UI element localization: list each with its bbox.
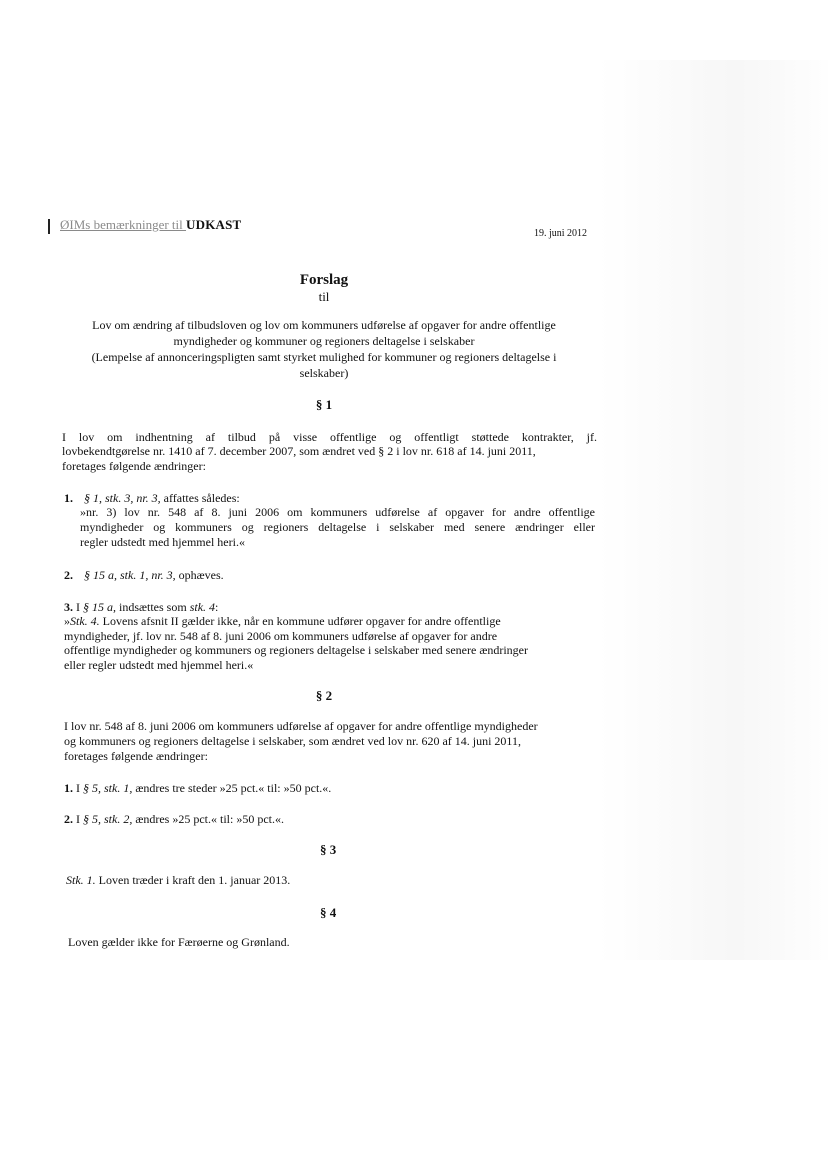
s3-text: Stk. 1. Loven træder i kraft den 1. januar 2013. xyxy=(66,873,291,887)
s2-item-1: 1. I § 5, stk. 1, ændres tre steder »25 pct.« til: »50 pct.«. xyxy=(64,781,332,795)
item-text: ophæves. xyxy=(175,568,224,582)
s1-item-3-line: »Stk. 4. Lovens afsnit II gælder ikke, når en kommune udfører opgaver for andre offentlige xyxy=(64,614,501,628)
scan-shading xyxy=(598,60,828,960)
section-heading-2: § 2 xyxy=(315,688,333,703)
stk-label: Stk. 1. xyxy=(66,873,96,887)
item-reference: § 5, stk. 2, xyxy=(83,812,133,826)
item-number: 3. xyxy=(64,600,73,614)
s1-item-2 xyxy=(64,568,224,583)
struck-comment-text: ØIMs bemærkninger til xyxy=(60,217,187,232)
item-number: 1. xyxy=(64,491,73,505)
s1-item-3-line: eller regler udstedt med hjemmel heri.« xyxy=(64,658,254,672)
section-heading-1: § 1 xyxy=(315,397,333,412)
document-header-label xyxy=(60,217,241,233)
section-heading-4: § 4 xyxy=(320,905,337,920)
s1-intro-line: lovbekendtgørelse nr. 1410 af 7. december 2007, som ændret ved § 2 i lov nr. 618 af 14. juni 2011, xyxy=(62,444,536,458)
item-reference: § 15 a, stk. 1, nr. 3, xyxy=(84,568,176,582)
law-title-line: Lov om ændring af tilbudsloven og lov om kommuners udførelse af opgaver for andre offentlige xyxy=(92,318,556,332)
s1-intro-line: I lov om indhentning af tilbud på visse offentlige og offentligt støttede kontrakter, jf. xyxy=(62,430,597,444)
s1-item-1-line: regler udstedt med hjemmel heri.« xyxy=(80,535,245,549)
s2-intro-line: og kommuners og regioners deltagelse i selskaber, som ændret ved lov nr. 620 af 14. juni 2011, xyxy=(64,734,521,748)
s4-text: Loven gælder ikke for Færøerne og Grønland. xyxy=(68,935,290,949)
draft-label: UDKAST xyxy=(186,217,242,232)
law-title-line: myndigheder og kommuner og regioners deltagelse i selskaber xyxy=(173,334,475,348)
s1-item-3: 3. I § 15 a, indsættes som stk. 4: xyxy=(64,600,219,614)
s1-item-1-line: myndigheder og kommuners og regioners deltagelse i selskaber med senere ændringer eller xyxy=(80,520,595,534)
page-title: Forslag xyxy=(299,272,349,288)
item-reference: § 15 a, xyxy=(83,600,116,614)
s1-intro-line: foretages følgende ændringer: xyxy=(62,459,206,473)
item-reference: stk. 4 xyxy=(189,600,216,614)
item-number: 1. xyxy=(64,781,73,795)
item-text: affattes således: xyxy=(160,491,240,505)
s2-item-2: 2. I § 5, stk. 2, ændres »25 pct.« til: »50 pct.«. xyxy=(64,812,284,826)
item-reference: § 5, stk. 1, xyxy=(83,781,133,795)
law-title-line: selskaber) xyxy=(299,366,349,380)
document-date: 19. juni 2012 xyxy=(534,228,588,239)
title-til: til xyxy=(318,289,330,304)
item-number: 2. xyxy=(64,812,73,826)
s1-item-3-line: offentlige myndigheder og kommuners og regioners deltagelse i selskaber med senere ændringer xyxy=(64,643,528,657)
s1-item-1 xyxy=(64,491,240,506)
item-number: 2. xyxy=(64,568,73,582)
s1-item-1-line: »nr. 3) lov nr. 548 af 8. juni 2006 om kommuners udførelse af opgaver for andre offentlige xyxy=(80,505,595,519)
item-text: ændres »25 pct.« til: »50 pct.«. xyxy=(132,812,284,826)
item-text: ændres tre steder »25 pct.« til: »50 pct.«. xyxy=(132,781,332,795)
section-heading-3: § 3 xyxy=(320,842,337,857)
stk-label: Stk. 4. xyxy=(70,614,100,628)
s2-intro-line: foretages følgende ændringer: xyxy=(64,749,208,763)
s2-intro-line: I lov nr. 548 af 8. juni 2006 om kommuners udførelse af opgaver for andre offentlige myndigheder xyxy=(64,719,538,733)
change-bar xyxy=(48,219,50,234)
law-title-line: (Lempelse af annonceringspligten samt styrket mulighed for kommuner og regioners deltagelse i xyxy=(91,350,557,364)
s1-item-3-line: myndigheder, jf. lov nr. 548 af 8. juni 2006 om kommuners udførelse af opgaver for andre xyxy=(64,629,498,643)
item-reference: § 1, stk. 3, nr. 3, xyxy=(84,491,161,505)
